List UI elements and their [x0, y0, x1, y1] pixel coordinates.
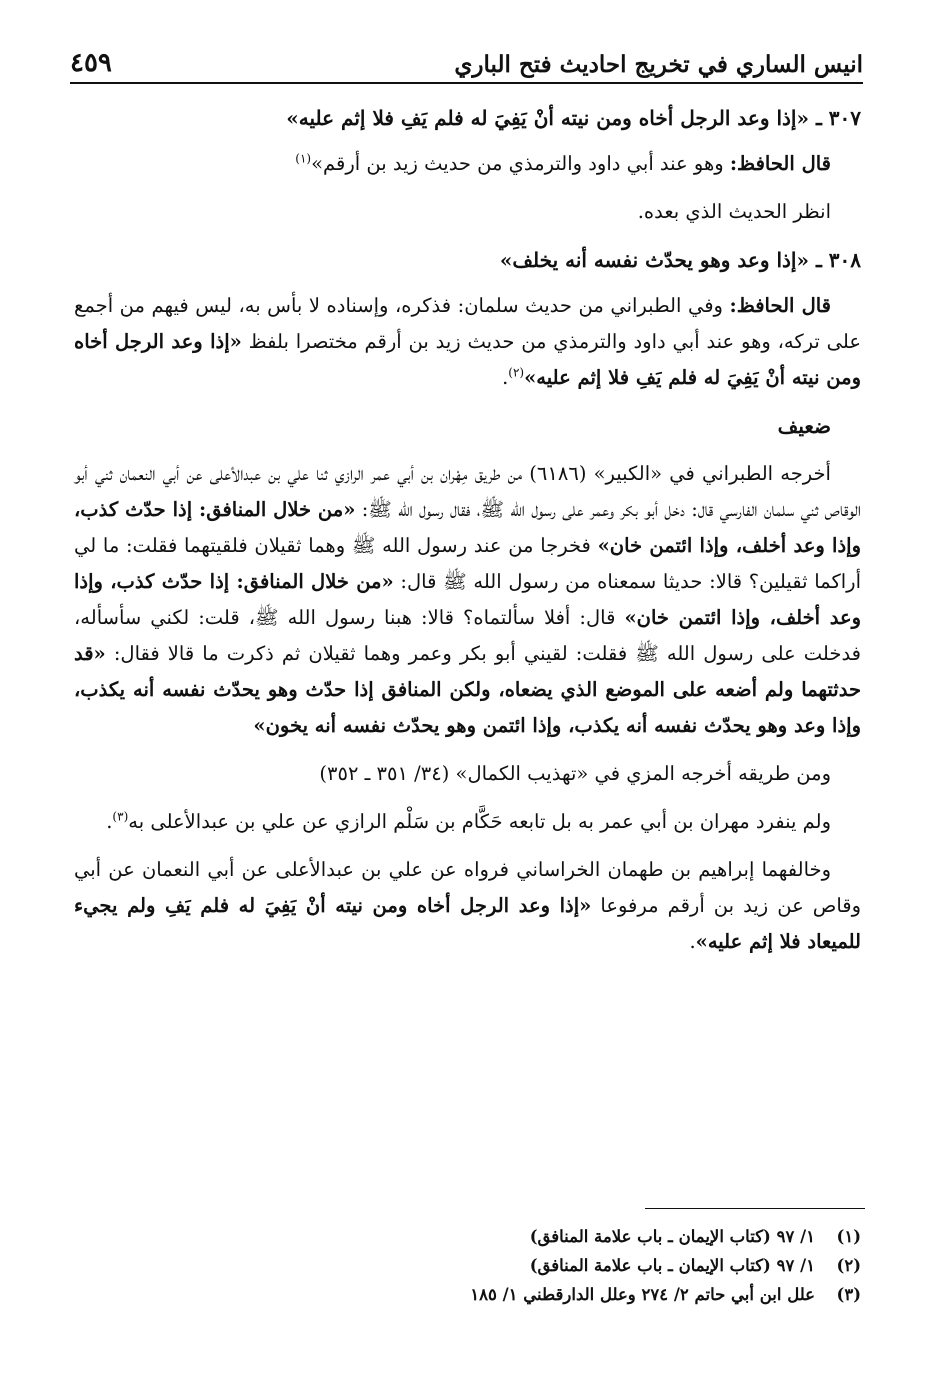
mizzi-paragraph: ومن طريقه أخرجه المزي في «تهذيب الكمال» (٣٤/ ٣٥١ ـ ٣٥٢): [319, 762, 831, 785]
mutaba-paragraph: ولم ينفرد مهران بن أبي عمر به بل تابعه حَكَّام بن سَلْم الرازي عن علي بن عبدالأعلى به$^{(٣)}$.: [106, 809, 831, 833]
hadith-number: ٣٠٨ ـ: [815, 248, 861, 272]
footnote-ref-3: (٣): [112, 809, 129, 824]
hafiz-quote: «إذا وعد الرجل أخاه ومن نيته أنْ يَفِيَ له فلم يَفِ فلا إثم عليه»: [74, 330, 861, 389]
mukhalafa-text: وخالفهما إبراهيم بن طهمان الخراساني فرواه عن علي بن عبدالأعلى عن أبي النعمان عن أبي وقاص عن زيد بن أرقم مرفوعا: [74, 858, 861, 917]
hadith-307-heading: [74, 100, 861, 136]
hadith-number: ٣٠٧ ـ: [815, 106, 861, 130]
footnote-text: ١/ ٩٧ (كتاب الإيمان ـ باب علامة المنافق): [529, 1256, 815, 1275]
hadith-quote-2: «من خلال المنافق: إذا حدّث كذب، وإذا وعد أخلف، وإذا ائتمن خان»: [74, 570, 862, 629]
mukhalafa-paragraph: وخالفهما إبراهيم بن طهمان الخراساني فرواه عن علي بن عبدالأعلى عن أبي النعمان عن أبي وقاص عن زيد بن أرقم مرفوعا «إذا وعد الرجل أخاه ومن نيته أنْ يَفِيَ له فلم يَفِ ولم يجيء للميعاد فلا إثم عليه».: [74, 858, 861, 953]
hadith-text: «إذا وعد وهو يحدّث نفسه أنه يخلف»: [499, 248, 809, 272]
running-title: انيس الساري في تخريج احاديث فتح الباري: [454, 51, 863, 78]
hafiz-comment-308: قال الحافظ: وفي الطبراني من حديث سلمان: فذكره، وإسناده لا بأس به، ليس فيهم من أجمع على تركه، وهو عند أبي داود والترمذي من حديث زيد بن أرقم مختصرا بلفظ «إذا وعد الرجل أخاه ومن نيته أنْ يَفِيَ له فلم يَفِ فلا إثم عليه»$^{(٢)}$.: [74, 294, 861, 389]
hadith-text: «إذا وعد الرجل أخاه ومن نيته أنْ يَفِيَ له فلم يَفِ فلا إثم عليه»: [286, 106, 809, 130]
page-body: [74, 100, 861, 972]
hadith-308-heading: [74, 242, 861, 278]
mutaba-text: ولم ينفرد مهران بن أبي عمر به بل تابعه حَكَّام بن سَلْم الرازي عن علي بن عبدالأعلى به: [128, 810, 831, 833]
hafiz-label: قال الحافظ:: [729, 152, 831, 175]
takhrij-text-e: قال: أفلا سألتماه؟ قالا: هبنا رسول الله ﷺ، قلت: لكني سأسأله، فدخلت على رسول الله ﷺ فقلت: لقيني أبو بكر وعمر وهما ثقيلان ثم ذكرت ما قالا فقال:: [74, 606, 861, 665]
footnote-item: [74, 1280, 861, 1309]
hadith-quote-4: «إذا وعد الرجل أخاه ومن نيته أنْ يَفِيَ له فلم يَفِ ولم يجيء للميعاد فلا إثم عليه»: [74, 894, 861, 953]
grade-heading: ضعيف: [777, 414, 831, 438]
footnote-ref-2: (٢): [508, 365, 525, 380]
footnote-ref-1: (١): [295, 151, 312, 166]
hafiz-label: قال الحافظ:: [729, 294, 831, 317]
page-header: [70, 38, 863, 84]
hadith-quote-3: «قد حدثتهما ولم أضعه على الموضع الذي يضعاه، ولكن المنافق إذا حدّث وهو يحدّث نفسه أنه يكذب، وإذا وعد وهو يحدّث نفسه أنه يكذب، وإذا ائتمن وهو يحدّث نفسه أنه يخون»: [74, 642, 861, 737]
footnote-mark: (٢): [836, 1256, 861, 1275]
takhrij-paragraph: [74, 456, 861, 744]
footnote-item: [74, 1251, 861, 1280]
footnote-divider: [645, 1208, 865, 1209]
hafiz-text: وفي الطبراني من حديث سلمان: فذكره، وإسناده لا بأس به، ليس فيهم من أجمع على تركه، وهو عند أبي داود والترمذي من حديث زيد بن أرقم مختصرا بلفظ: [74, 294, 861, 353]
footnote-mark: (١): [836, 1227, 861, 1246]
footnote-text: علل ابن أبي حاتم ٢/ ٢٧٤ وعلل الدارقطني ١/ ١٨٥: [470, 1285, 815, 1304]
footnote-text: ١/ ٩٧ (كتاب الإيمان ـ باب علامة المنافق): [529, 1227, 815, 1246]
hafiz-comment-307: [74, 146, 861, 182]
footnote-item: [74, 1222, 861, 1251]
page-number: ٤٥٩: [70, 48, 112, 78]
takhrij-text-a: أخرجه الطبراني في «الكبير» (٦١٨٦) من طريق مِهْران بن أبي عمر الرازي ثنا علي بن عبدالأعلى عن أبي النعمان ثني أبو الوقاص ثني سلمان الفارسي قال: دخل أبو بكر وعمر على رسول الله ﷺ، فقال رسول الله ﷺ:: [74, 462, 862, 521]
see-after-note: انظر الحديث الذي بعده.: [637, 200, 831, 223]
takhrij-text-c: فخرجا من عند رسول الله ﷺ وهما ثقيلان فلقيتهما فقلت: ما لي أراكما ثقيلين؟ قالا: حديثا سمعناه من رسول الله ﷺ قال:: [74, 534, 861, 593]
footnotes: [74, 1222, 861, 1309]
footnote-mark: (٣): [836, 1285, 861, 1304]
hadith-quote-1: «من خلال المنافق: إذا حدّث كذب، وإذا وعد أخلف، وإذا ائتمن خان»: [74, 498, 861, 557]
hafiz-text: وهو عند أبي داود والترمذي من حديث زيد بن أرقم»: [311, 152, 724, 175]
